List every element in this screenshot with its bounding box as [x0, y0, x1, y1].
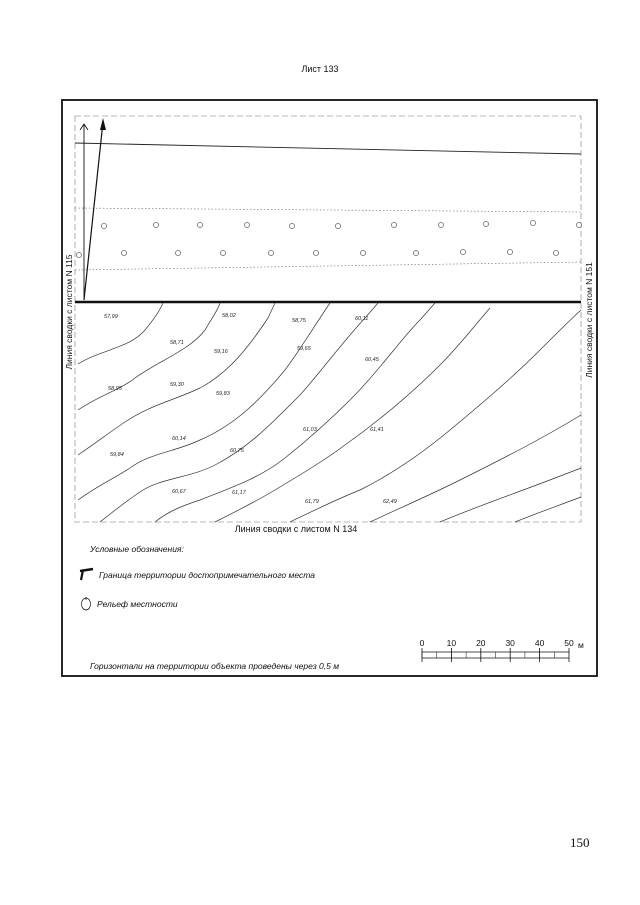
- contour-line: [155, 303, 435, 522]
- match-line-left-label: Линия сводки с листом N 115: [64, 254, 74, 370]
- elevation-label: 59,30: [170, 382, 184, 388]
- elevation-label: 58,75: [292, 318, 306, 324]
- elevation-label: 60,45: [365, 357, 379, 363]
- relief-point-icon: [82, 597, 91, 610]
- page-number: 150: [570, 835, 590, 850]
- dotted-line: [75, 262, 581, 270]
- relief-point: [335, 223, 340, 228]
- contour-interval-note: Горизонтали на территории объекта проведены через 0,5 м: [90, 661, 340, 671]
- elevation-label: 61,03: [303, 427, 317, 433]
- scale-tick-label: 40: [534, 638, 545, 648]
- relief-point: [530, 220, 535, 225]
- relief-point: [101, 223, 106, 228]
- elevation-label: 62,49: [383, 499, 397, 505]
- relief-point: [576, 222, 581, 227]
- elevation-label: 60,14: [172, 436, 186, 442]
- dotted-line: [75, 208, 581, 212]
- match-line-right-label: Линия сводки с листом N 151: [584, 262, 594, 378]
- relief-point: [507, 249, 512, 254]
- legend-item-relief-label: Рельеф местности: [97, 599, 178, 609]
- scale-tick-label: 0: [419, 638, 425, 648]
- relief-point: [76, 252, 81, 257]
- elevation-label: 59,83: [216, 391, 230, 397]
- scale-tick-label: 50: [564, 638, 574, 648]
- elevation-label: 61,17: [232, 490, 246, 496]
- elevation-label: 59,65: [297, 346, 311, 352]
- relief-point: [175, 250, 180, 255]
- elevation-label: 61,41: [370, 427, 384, 433]
- contour-line: [440, 468, 581, 522]
- road-line: [75, 143, 581, 154]
- contour-line: [78, 303, 220, 410]
- contour-line: [78, 303, 330, 500]
- elevation-label: 58,95: [108, 386, 122, 392]
- elevation-label: 59,16: [214, 349, 228, 355]
- elevation-label: 58,02: [222, 313, 236, 319]
- map-extent-border: [75, 116, 581, 522]
- relief-point: [220, 250, 225, 255]
- elevation-label: 60,75: [230, 448, 244, 454]
- elevation-label: 59,84: [110, 452, 124, 458]
- contour-lines: [78, 303, 581, 522]
- elevation-label: 60,11: [355, 316, 369, 322]
- grid-north-arrow-head: [100, 118, 106, 130]
- relief-point: [289, 223, 294, 228]
- legend-item-boundary-label: Граница территории достопримечательного места: [99, 570, 315, 580]
- sheet-title: Лист 133: [301, 64, 339, 74]
- elevation-label: 60,67: [172, 489, 186, 495]
- contour-line: [370, 415, 581, 522]
- relief-point: [244, 222, 249, 227]
- legend-title: Условные обозначения:: [90, 544, 184, 554]
- relief-point: [460, 249, 465, 254]
- relief-point: [313, 250, 318, 255]
- relief-point: [268, 250, 273, 255]
- sheet-frame: [62, 100, 597, 676]
- contour-line: [78, 303, 163, 364]
- relief-point: [438, 222, 443, 227]
- relief-point: [153, 222, 158, 227]
- grid-north-arrow: [84, 122, 103, 300]
- relief-point: [360, 250, 365, 255]
- relief-point: [483, 221, 488, 226]
- elevation-label: 61,79: [305, 499, 319, 505]
- scale-tick-label: 30: [505, 638, 515, 648]
- relief-point: [413, 250, 418, 255]
- contour-line: [515, 497, 581, 522]
- scale-unit: м: [578, 640, 584, 650]
- relief-point: [197, 222, 202, 227]
- scale-tick-label: 10: [446, 638, 457, 648]
- contour-line: [215, 308, 490, 522]
- relief-point: [121, 250, 126, 255]
- match-line-bottom-label: Линия сводки с листом N 134: [234, 524, 358, 534]
- relief-point: [553, 250, 558, 255]
- elevation-label: 58,71: [170, 340, 184, 346]
- boundary-marker-icon: [80, 569, 93, 580]
- relief-points: [76, 220, 581, 257]
- contour-line: [78, 303, 275, 455]
- scale-bar: [420, 638, 584, 662]
- elevation-label: 57,99: [104, 314, 118, 320]
- scale-tick-label: 20: [476, 638, 486, 648]
- relief-point: [391, 222, 396, 227]
